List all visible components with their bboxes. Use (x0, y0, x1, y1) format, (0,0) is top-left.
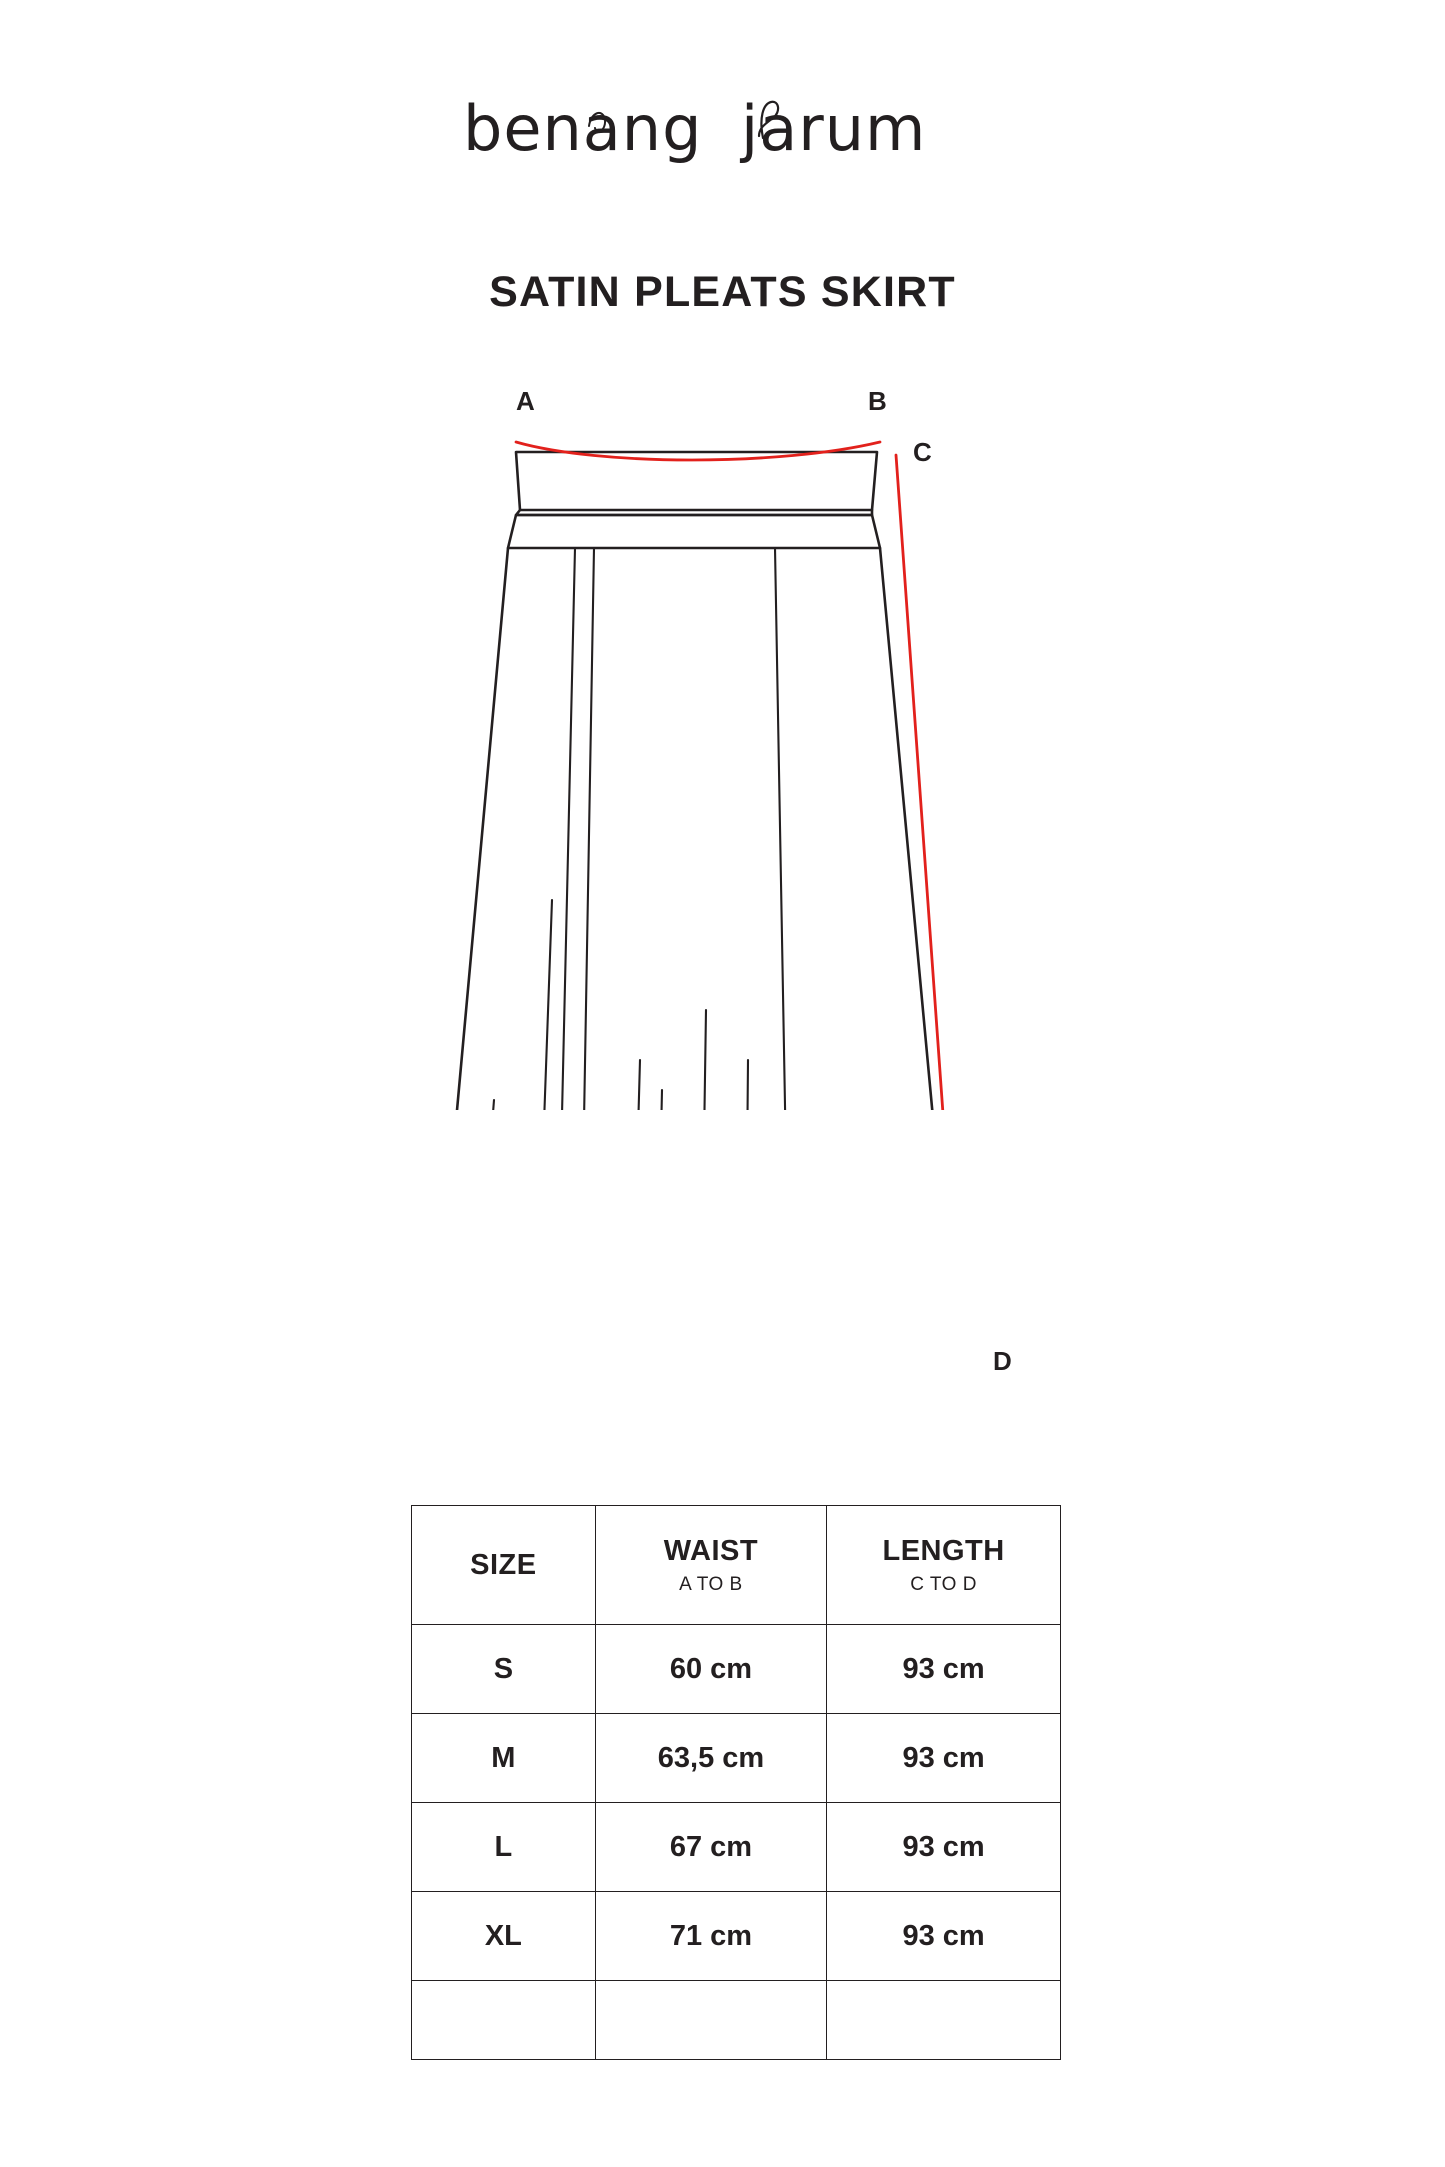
cell-length: 93 cm (827, 1803, 1061, 1892)
marker-b: B (868, 386, 887, 416)
skirt-diagram (0, 370, 1445, 1110)
size-table-head (412, 1506, 1061, 1625)
header-size (412, 1506, 596, 1625)
marker-a: A (516, 386, 535, 416)
pleat-lines (452, 548, 905, 1110)
svg-text:jarum: jarum (740, 92, 926, 165)
marker-c: C (913, 437, 932, 467)
cell-waist: 71 cm (595, 1892, 826, 1981)
table-header-row (412, 1506, 1061, 1625)
measurement-lines (516, 442, 962, 1110)
cell-empty (595, 1981, 826, 2060)
table-row (412, 1714, 1061, 1803)
cell-empty (827, 1981, 1061, 2060)
brand-logo-mark (463, 78, 983, 188)
size-table (411, 1505, 1061, 2060)
page-title: SATIN PLEATS SKIRT (489, 268, 956, 316)
cell-length: 93 cm (827, 1625, 1061, 1714)
cell-size: S (412, 1625, 596, 1714)
header-length (827, 1506, 1061, 1625)
cell-size: L (412, 1803, 596, 1892)
cell-length: 93 cm (827, 1892, 1061, 1981)
marker-d: D (993, 1346, 1012, 1376)
skirt-outline (428, 452, 962, 1110)
header-size-main: SIZE (470, 1548, 537, 1581)
length-measure-line (896, 455, 962, 1110)
cell-waist: 63,5 cm (595, 1714, 826, 1803)
cell-length: 93 cm (827, 1714, 1061, 1803)
cell-empty (412, 1981, 596, 2060)
table-row (412, 1803, 1061, 1892)
cell-waist: 60 cm (595, 1625, 826, 1714)
header-waist (595, 1506, 826, 1625)
cell-size: M (412, 1714, 596, 1803)
cell-size: XL (412, 1892, 596, 1981)
table-row (412, 1625, 1061, 1714)
table-row (412, 1892, 1061, 1981)
svg-text:benang: benang (462, 92, 702, 165)
header-waist-sub: A TO B (679, 1573, 743, 1595)
brand-logo (0, 78, 1445, 193)
table-row-empty (412, 1981, 1061, 2060)
cell-waist: 67 cm (595, 1803, 826, 1892)
header-length-sub: C TO D (910, 1573, 977, 1595)
header-waist-main: WAIST (663, 1534, 759, 1567)
size-table-body (412, 1625, 1061, 2060)
header-length-main: LENGTH (882, 1534, 1005, 1567)
